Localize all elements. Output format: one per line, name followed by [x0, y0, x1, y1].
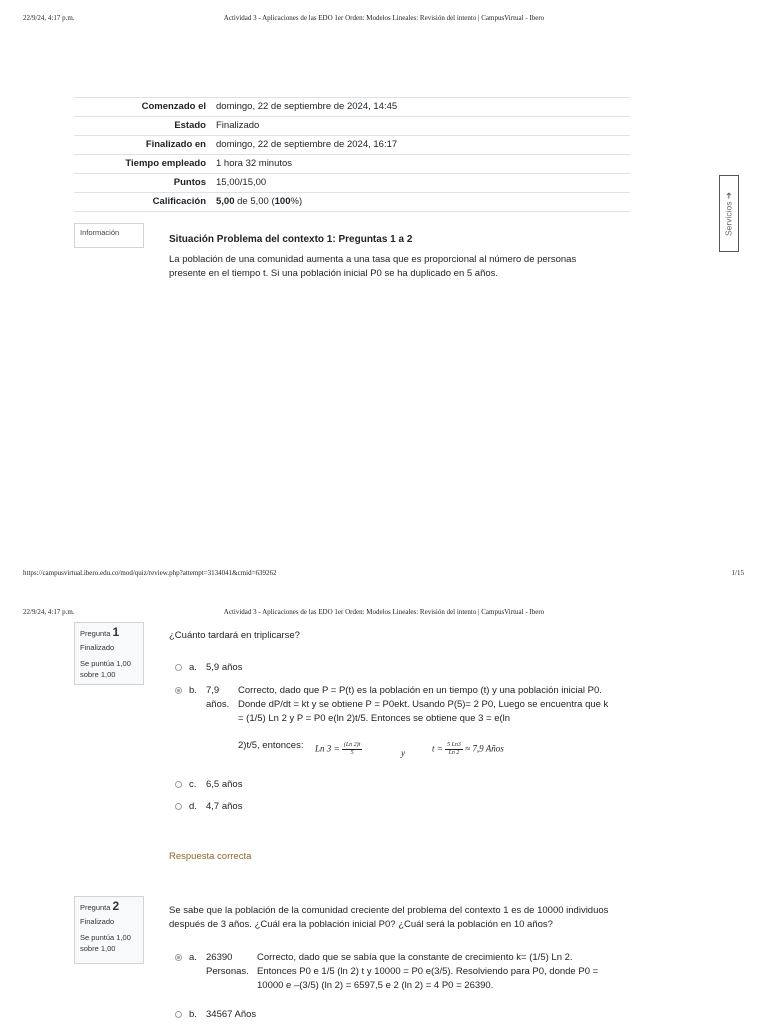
question-grade: Se puntúa 1,00 sobre 1,00 — [80, 933, 131, 953]
attempt-summary-table — [74, 97, 630, 212]
print-page-number: 1/15 — [731, 569, 744, 577]
grade-percent: 100 — [274, 196, 291, 207]
answer-option-a[interactable] — [175, 661, 242, 675]
answer-option-b[interactable] — [175, 1008, 256, 1022]
summary-label: Tiempo empleado — [74, 155, 214, 174]
question-1-text: ¿Cuánto tardará en triplicarse? — [169, 630, 300, 641]
summary-value: domingo, 22 de septiembre de 2024, 16:17 — [214, 136, 630, 155]
option-letter: a. — [189, 662, 197, 673]
radio-button[interactable] — [175, 781, 182, 788]
answer-option-b[interactable] — [175, 684, 229, 712]
option-feedback: Correcto, dado que se sabía que la constante de crecimiento k= (1/5) Ln 2. Entonces P0 e 1/5 (ln 2) t y 10000 = P0 e(3/5). Resolviendo para P0, donde P0 = 10000 e –(3/5) (ln 2) = 6597,5 e 2 (ln 2) = 4 P0 = 26390. — [257, 952, 599, 991]
question-number: Pregunta 1 — [80, 625, 120, 639]
summary-value: 15,00/15,00 — [214, 174, 630, 193]
question-state: Finalizado — [80, 643, 115, 652]
option-letter: b. — [189, 1009, 197, 1020]
option-text: 5,9 años — [206, 662, 243, 673]
summary-label: Comenzado el — [74, 98, 214, 117]
option-text: 6,5 años — [206, 779, 243, 790]
summary-row — [74, 98, 630, 117]
summary-row — [74, 155, 630, 174]
correct-answer-message: Respuesta correcta — [169, 851, 252, 862]
summary-label: Finalizado en — [74, 136, 214, 155]
print-title: Actividad 3 - Aplicaciones de las EDO 1er Orden: Modelos Lineales: Revisión del intento | CampusVirtual - Ibero — [223, 14, 545, 22]
context-title: Situación Problema del contexto 1: Preguntas 1 a 2 — [169, 234, 413, 245]
option-feedback-continued: 2)t/5, entonces: — [238, 740, 304, 751]
summary-value: domingo, 22 de septiembre de 2024, 14:45 — [214, 98, 630, 117]
option-letter: a. — [189, 952, 197, 963]
radio-button-selected[interactable] — [175, 954, 182, 961]
answer-option-a[interactable] — [175, 951, 249, 979]
question-1-info — [74, 622, 144, 685]
question-number: Pregunta 2 — [80, 899, 120, 913]
answer-option-c[interactable] — [175, 778, 242, 792]
option-text: 34567 Años — [206, 1009, 257, 1020]
summary-value: 1 hora 32 minutos — [214, 155, 630, 174]
question-grade: Se puntúa 1,00 sobre 1,00 — [80, 659, 131, 679]
option-letter: b. — [189, 685, 197, 696]
information-label: Información — [80, 228, 120, 237]
option-feedback: Correcto, dado que P = P(t) es la población en un tiempo (t) y una población inicial P0. Donde dP/dt = kt y se obtiene P = P0ekt. Usando P(5)= 2 P0, Luego se encuentra que k = (1/5) Ln 2 y P = P0 e(ln 2)t/5. Entonces se obtiene que 3 = e(ln — [238, 685, 609, 724]
summary-label: Calificación — [74, 193, 214, 212]
context-text: La población de una comunidad aumenta a una tasa que es proporcional al número de personas presente en el tiempo t. Si una población inicial P0 se ha duplicado en 5 años. — [169, 254, 577, 279]
print-title: Actividad 3 - Aplicaciones de las EDO 1er Orden: Modelos Lineales: Revisión del intento | CampusVirtual - Ibero — [223, 608, 545, 616]
summary-row — [74, 117, 630, 136]
print-url: https://campusvirtual.ibero.edu.co/mod/quiz/review.php?attempt=3134041&cmid=639262 — [23, 569, 277, 577]
grade-score: 5,00 — [216, 196, 235, 207]
services-button[interactable] — [719, 175, 739, 252]
option-text: 4,7 años — [206, 801, 243, 812]
grade-suffix: %) — [290, 196, 303, 207]
print-datetime: 22/9/24, 4:17 p.m. — [23, 14, 75, 22]
summary-label: Estado — [74, 117, 214, 136]
radio-button[interactable] — [175, 664, 182, 671]
radio-button[interactable] — [175, 1011, 182, 1018]
print-datetime: 22/9/24, 4:17 p.m. — [23, 608, 75, 616]
question-2-text: Se sabe que la población de la comunidad creciente del problema del contexto 1 es de 10000 individuos después de 3 años. ¿Cuál era la población inicial P0? ¿Cuál será la población en 10 años? — [169, 905, 609, 930]
services-label: Servicios ➜ — [723, 191, 734, 236]
summary-row — [74, 174, 630, 193]
radio-button[interactable] — [175, 803, 182, 810]
option-text: 26390 Personas. — [206, 952, 249, 977]
equation-connector: y — [401, 748, 405, 758]
equation-ln3: Ln 3 = $\frac{(Ln 2)t}{5}$ — [315, 742, 361, 756]
summary-value: Finalizado — [214, 117, 630, 136]
summary-row — [74, 193, 630, 212]
question-state: Finalizado — [80, 917, 115, 926]
option-text: 7,9 años. — [206, 685, 230, 710]
option-letter: c. — [189, 779, 197, 790]
grade-value — [214, 193, 630, 212]
information-box — [74, 223, 144, 248]
equation-t: t = $\frac{5 Ln3}{Ln 2}$ ≈ 7,9 Años — [432, 742, 504, 756]
question-2-info — [74, 896, 144, 964]
summary-row — [74, 136, 630, 155]
radio-button-selected[interactable] — [175, 687, 182, 694]
option-letter: d. — [189, 801, 197, 812]
answer-option-d[interactable] — [175, 800, 242, 814]
summary-label: Puntos — [74, 174, 214, 193]
grade-max: de 5,00 ( — [234, 196, 275, 207]
